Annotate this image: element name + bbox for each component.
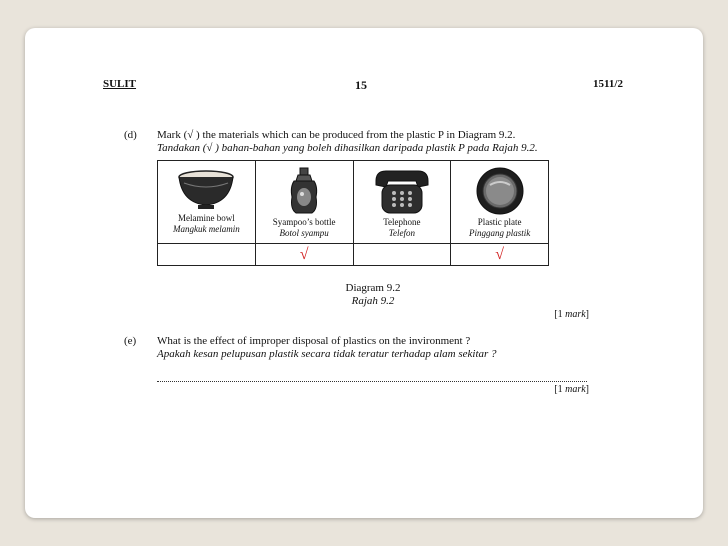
question-d-mark (554, 309, 589, 320)
item-cell-bowl (158, 161, 256, 244)
item-cell-telephone (353, 161, 451, 244)
answer-line[interactable] (157, 381, 587, 382)
item-name-ms: Pinggang plastik (469, 228, 531, 238)
check-cell-bowl[interactable] (158, 244, 256, 266)
shampoo-bottle-icon (284, 167, 324, 215)
item-name-ms: Mangkuk melamin (173, 224, 240, 234)
plastic-plate-icon (474, 167, 526, 215)
question-d-text-en: Mark (√ ) the materials which can be produced from the plastic P in Diagram 9.2. (157, 129, 516, 141)
sulit-label: SULIT (103, 78, 137, 90)
mark-open: [1 (554, 309, 566, 320)
diagram-label-ms: Rajah 9.2 (351, 295, 395, 307)
item-name-en: Plastic plate (477, 217, 522, 227)
materials-table (157, 160, 549, 266)
question-e-mark (554, 384, 589, 395)
diagram-label-en: Diagram 9.2 (345, 282, 401, 294)
question-e-text-ms: Apakah kesan pelupusan plastik secara tidak teratur terhadap alam sekitar ? (157, 348, 497, 360)
question-e-text-en: What is the effect of improper disposal of plastics on the invironment ? (157, 335, 471, 347)
check-cell-telephone[interactable] (353, 244, 451, 266)
telephone-icon (372, 167, 432, 215)
check-cell-plate[interactable]: √ (451, 244, 549, 266)
item-name-ms: Botol syampu (279, 228, 329, 238)
item-cell-plate (451, 161, 549, 244)
mark-word: mark (565, 384, 586, 395)
mark-word: mark (565, 309, 586, 320)
mark-close: ] (585, 309, 589, 320)
question-d-label: (d) (124, 129, 137, 141)
paper-code: 1511/2 (593, 78, 623, 90)
mark-close: ] (585, 384, 589, 395)
item-name-en: Telephone (383, 217, 421, 227)
slide-card (25, 28, 703, 518)
question-e-label: (e) (124, 335, 137, 347)
item-name-ms: Telefon (388, 228, 415, 238)
question-d-text-ms: Tandakan (√ ) bahan-bahan yang boleh dihasilkan daripada plastik P pada Rajah 9.2. (157, 142, 538, 154)
mark-open: [1 (554, 384, 566, 395)
check-cell-bottle[interactable]: √ (255, 244, 353, 266)
item-name-en: Melamine bowl (178, 213, 235, 223)
item-cell-bottle (255, 161, 353, 244)
melamine-bowl-icon (176, 167, 236, 211)
item-name-en: Syampoo’s bottle (272, 217, 336, 227)
page-number: 15 (355, 78, 367, 92)
